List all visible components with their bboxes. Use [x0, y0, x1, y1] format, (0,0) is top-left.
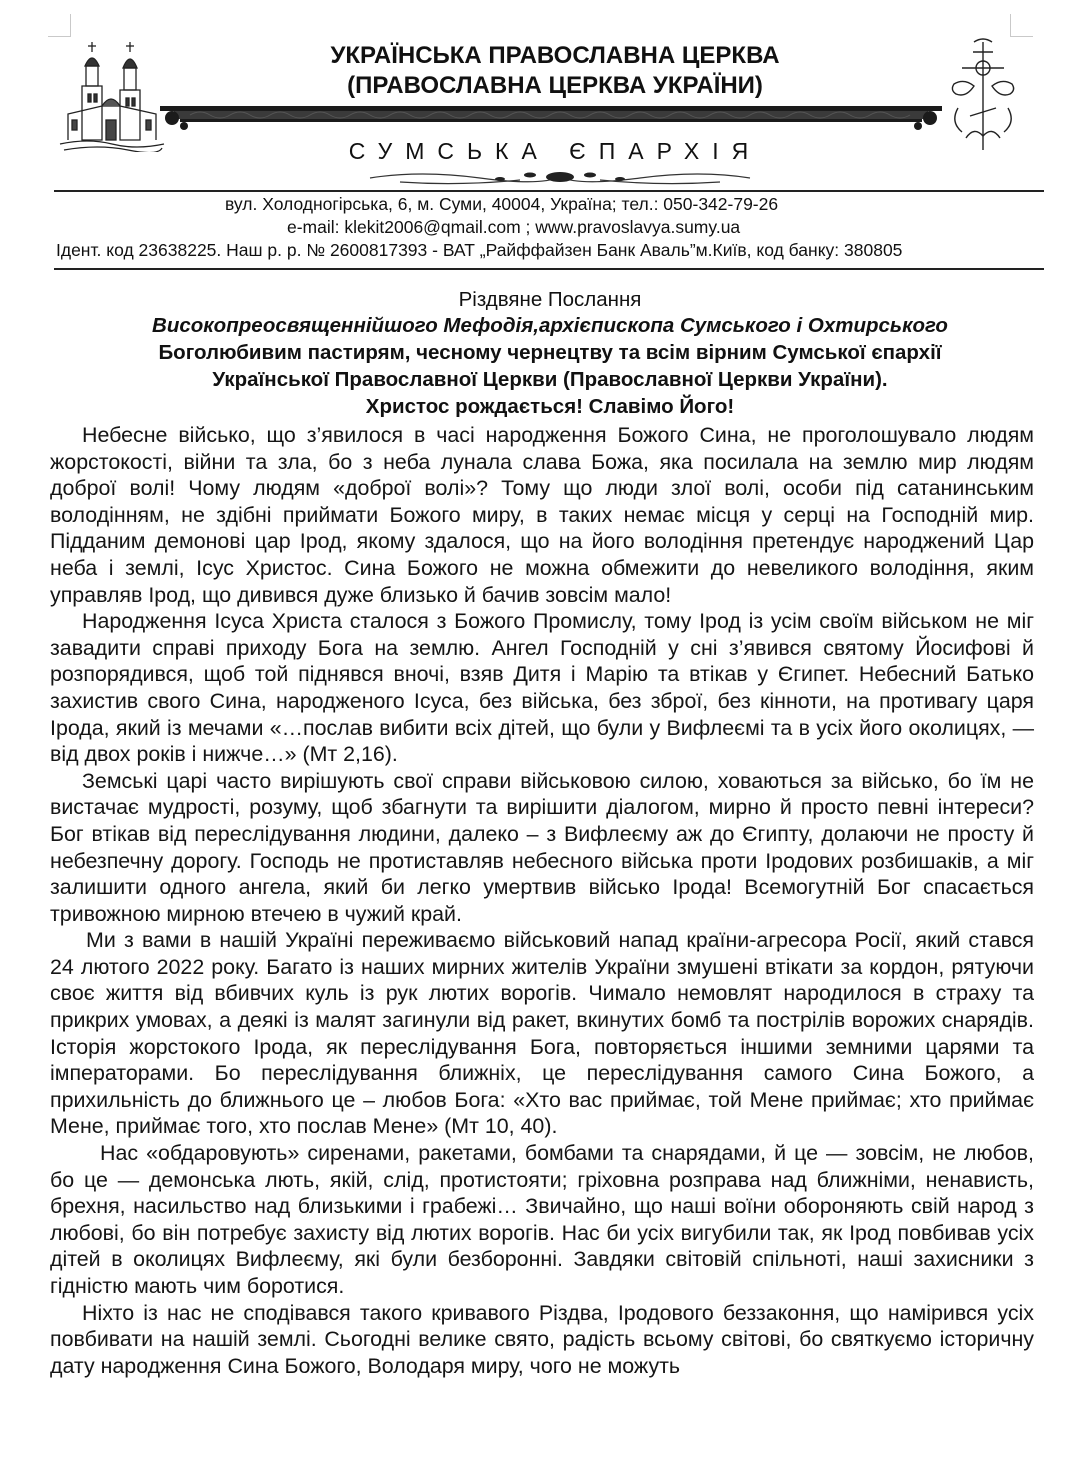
header-rule-bottom [54, 268, 1044, 270]
eparchy-name: СУМСЬКА ЄПАРХІЯ [348, 138, 762, 164]
page-corner-mark-right [1010, 14, 1033, 37]
flourish-divider [360, 166, 760, 188]
letter-addressee-line1: Боголюбивим пастирям, чесному чернецтву та всім вірним Сумської єпархії [158, 341, 942, 364]
org-title-line2: (ПРАВОСЛАВНА ЦЕРКВА УКРАЇНИ) [347, 72, 763, 99]
church-building-icon [58, 40, 166, 152]
address-line: вул. Холодногірська, 6, м. Суми, 40004, Україна; тел.: 050-342-79-26 [225, 194, 779, 214]
paragraph: Ми з вами в нашій Україні переживаємо військовий напад країни-агресора Росії, який стався 24 лютого 2022 року. Багато із наших мирних жителів України змушені втікати за кордон, рятуючи своє життя від вбивчих куль із рук лютих ворогів. Чимало немовлят народилося в страху та прикрих умовах, а деякі із малят загинули від ракет, вкинутих бомб та пострілів ворожих снарядів. Історія жорстокого Ірода, як переслідування Бога, повторяється іншими земними царями та імператорами. Бо переслідування ближніх, це переслідування самого Сина Божого, а прихильність до ближнього це – любов Бога: «Хто вас приймає, той Мене приймає; хто приймає Мене, приймає того, хто послав Мене» (Мт 10, 40). [50, 928, 1034, 1139]
orthodox-cross-icon [944, 38, 1022, 154]
paragraph: Народження Ісуса Христа сталося з Божого Промислу, тому Ірод із усім своїм військом не міг завадити справі приходу Бога на землю. Ангел Господній у сні з’явився святому Йосифові й розпорядився, щоб той піднявся вночі, взяв Дитя і Марію та втікав у Єгипет. Небесний Батько захистив свого Сина, народженого Ісуса, без війська, без зброї, без кінноти, на противагу царя Ірода, який із мечами «…послав вибити всіх дітей, що були у Вифлеємі та в усіх його околицях, — від двох років і нижче…» (Мт 2,16). [50, 609, 1034, 767]
letter-body [50, 422, 1034, 1379]
bank-details-line: Ідент. код 23638225. Наш р. р. № 2600817393 - ВАТ „Райффайзен Банк Аваль”м.Київ, код банку: 380805 [56, 240, 903, 260]
email-website-line: e-mail: klekit2006@qmail.com ; www.pravoslavya.sumy.ua [287, 217, 741, 237]
letter-author: Високопреосвященнійшого Мефодія,архієпископа Сумського і Охтирського [152, 314, 948, 337]
page-corner-mark-left [48, 14, 71, 37]
paragraph: Небесне військо, що з’явилося в часі народження Божого Сина, не проголошувало людям жорстокості, війни та зла, бо з неба лунала слава Божа, яка посилала на землю мир людям доброї волі! Чому людям «доброї волі»? Тому що люди злої волі, особи під сатанинським володінням, не здібні приймати Божого миру, в таких немає місця у серці на Господній мир. Підданим демонові цар Ірод, якому здалося, що на його володіння претендує народжений Цар неба і землі, Ісус Христос. Сина Божого не можна обмежити до невеликого володіння, яким управляв Ірод, що дивився дуже близько й бачив зовсім мало! [50, 423, 1034, 607]
letter-addressee-line2: Української Православної Церкви (Православної Церкви України). [212, 368, 888, 391]
ornament-band [160, 100, 942, 136]
paragraph: Земські царі часто вирішують свої справи військовою силою, ховаються за військо, бо їм не вистачає мудрості, розуму, щоб збагнути та вирішити діалогом, мирно й просто певні інтереси? Бог втікав від переслідування людини, далеко – з Вифлеєму аж до Єгипту, долаючи не просту й небезпечну дорогу. Господь не протиставляв небесного війська проти Іродових розбишаків, а міг залишити одного ангела, який би легко умертвив військо Ірода! Всемогутній Бог спасається тривожною мирною втечею в чужий край. [50, 768, 1034, 926]
paragraph: Нас «обдаровують» сиренами, ракетами, бомбами та снарядами, й це — зовсім, не любов, бо це — демонська лють, якій, слід, протистояти; гріховна розправа над ближніми, ненависть, брехня, насильство над близькими і грабежі… Звичайно, що наші воїни обороняють свій народ з любові, бо він потребує захисту від лютих ворогів. Нас би усіх вигубили так, як Ірод повбивав усіх дітей в околицях Вифлеєму, які були безборонні. Завдяки світовій спільноті, наші захисники з гідністю мають чим боротися. [50, 1141, 1034, 1298]
letter-title: Різдвяне Послання [458, 288, 642, 311]
header-rule-top [54, 190, 1044, 192]
letter-greeting: Христос рождається! Славімо Його! [365, 395, 735, 418]
org-title-line1: УКРАЇНСЬКА ПРАВОСЛАВНА ЦЕРКВА [330, 42, 780, 69]
paragraph: Ніхто із нас не сподівався такого кривавого Різдва, Іродового беззаконня, що намірився усіх повбивати на нашій землі. Сьогодні велике свято, радість всьому світові, бо святкуємо історичну дату народження Сина Божого, Володаря миру, чого не можуть [50, 1300, 1034, 1378]
